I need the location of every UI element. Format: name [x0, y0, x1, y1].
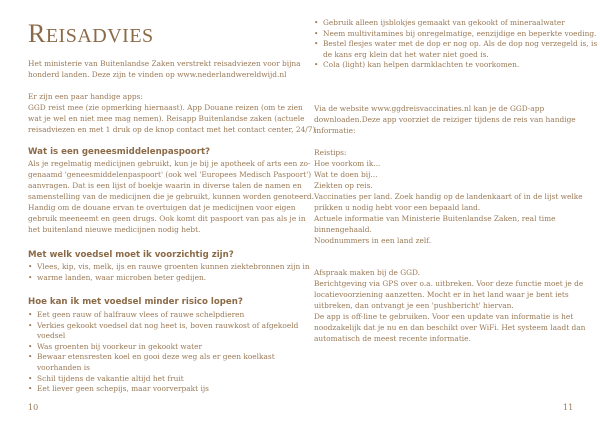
text-line: Als je regelmatig medicijnen gebruikt, kun je bij je apotheek of arts een zo- [28, 159, 311, 168]
list-item: • Eet liever geen schepijs, maar voorverpakt ijs [28, 384, 298, 395]
list-item-continuation: voorhanden is [37, 362, 90, 372]
text-line: noodzakelijk dat je nu en dan beschikt over WiFi. Het systeem laadt dan [314, 323, 586, 332]
text-line: Vaccinaties per land. Zoek handig op de landenkaart of in de lijst welke [314, 192, 583, 201]
text-line: gebruik meeneemt en geen drugs. Ook komt dit paspoort van pas als je in [28, 214, 306, 223]
text-line: Noodnummers in een land zelf. [314, 236, 432, 245]
list-item-continuation: voedsel [37, 331, 66, 341]
text-line: Actuele informatie van Ministerie Buitenlandse Zaken, real time [314, 214, 556, 223]
text-line: Wat te doen bij... [314, 170, 378, 179]
heading-food: Met welk voedsel moet ik voorzichtig zijn? [28, 250, 234, 260]
heading-passport: Wat is een geneesmiddelenpaspoort? [28, 147, 211, 157]
list-item: • Was groenten bij voorkeur in gekookt water [28, 342, 298, 353]
text-line: Berichtgeving via GPS over o.a. uitbreken. Voor deze functie moet je de [314, 279, 584, 288]
list-item: • Gebruik alleen ijsblokjes gemaakt van gekookt of mineraalwater [314, 18, 597, 29]
text-line: informatie: [314, 126, 356, 135]
text-line: locatievoorziening aanzetten. Mocht er in het land waar je bent iets [314, 290, 569, 299]
list-item: • Neem multivitamines bij onregelmatige, eenzijdige en beperkte voeding. [314, 29, 597, 40]
text-line: automatisch de meest recente informatie. [314, 334, 471, 343]
text-line: wat je wel en niet mee mag nemen). Reisapp Buitenlandse zaken (actuele [28, 114, 305, 123]
text-line: het buitenland nieuwe medicijnen nodig hebt. [28, 225, 201, 234]
list-item: • Bestel flesjes water met de dop er nog op. Als de dop nog verzegeld is, is [314, 39, 597, 50]
list-item: • Bewaar etensresten koel en gooi deze weg als er geen koelkast [28, 352, 298, 363]
list-item-continuation: • warme landen, waar microben beter gedijen. [28, 273, 310, 284]
text-line: GGD reist mee (zie opmerking hiernaast). App Douane reizen (om te zien [28, 103, 303, 112]
text-line: Hoe voorkom ik... [314, 159, 381, 168]
list-item-continuation: de kans erg klein dat het water niet goed is. [323, 49, 489, 59]
text-line: downloaden.Deze app voorziet de reiziger tijdens de reis van handige [314, 115, 576, 124]
text-line: binnengehaald. [314, 225, 372, 234]
right-tips-list [314, 18, 597, 71]
text-line: De app is off-line te gebruiken. Voor een update van informatie is het [314, 312, 574, 321]
text-line: Via de website www.ggdreisvaccinaties.nl kan je de GGD-app [314, 104, 545, 113]
page-number-right: 11 [563, 403, 574, 412]
page-number-left: 10 [28, 403, 39, 412]
risk-tips-list [28, 310, 298, 395]
list-item: • Vlees, kip, vis, melk, ijs en rauwe groenten kunnen ziektebronnen zijn in [28, 262, 310, 273]
text-line: uitbreken, dan ontvangt je een 'pushbericht' hiervan. [314, 301, 514, 310]
text-line: aanvragen. Dat is een lijst of boekje waarin in diverse talen de namen en [28, 181, 302, 190]
text-line: Reistips: [314, 148, 347, 157]
food-warning-list [28, 262, 310, 283]
heading-risk: Hoe kan ik met voedsel minder risico lopen? [28, 297, 243, 307]
text-line: genaamd 'geneesmiddelenpaspoort' (ook wel 'Europees Medisch Paspoort') [28, 170, 312, 179]
page-title: REISADVIES [28, 19, 154, 48]
text-line: honderd landen. Deze zijn te vinden op www.nederlandwereldwijd.nl [28, 70, 287, 79]
list-item: • Schil tijdens de vakantie altijd het fruit [28, 374, 298, 385]
text-line: Er zijn een paar handige apps: [28, 92, 143, 101]
text-line: samenstelling van de medicijnen die je gebruikt, kunnen worden genoteerd. [28, 192, 314, 201]
list-item: • Verkies gekookt voedsel dat nog heet is, boven rauwkost of afgekoeld [28, 321, 298, 332]
list-item: • Eet geen rauw of halfrauw vlees of rauwe schelpdieren [28, 310, 298, 321]
list-item: • Cola (light) kan helpen darmklachten te voorkomen. [314, 60, 597, 71]
text-line: Het ministerie van Buitenlandse Zaken verstrekt reisadviezen voor bijna [28, 59, 301, 68]
text-line: prikken u nodig hebt voor een bepaald land. [314, 203, 481, 212]
text-line: Ziekten op reis. [314, 181, 373, 190]
text-line: reisadviezen en met 1 druk op de knop contact met het contact center, 24/7) [28, 125, 316, 134]
text-line: Handig om de douane ervan te overtuigen dat je medicijnen voor eigen [28, 203, 296, 212]
text-line: Afspraak maken bij de GGD. [314, 268, 421, 277]
